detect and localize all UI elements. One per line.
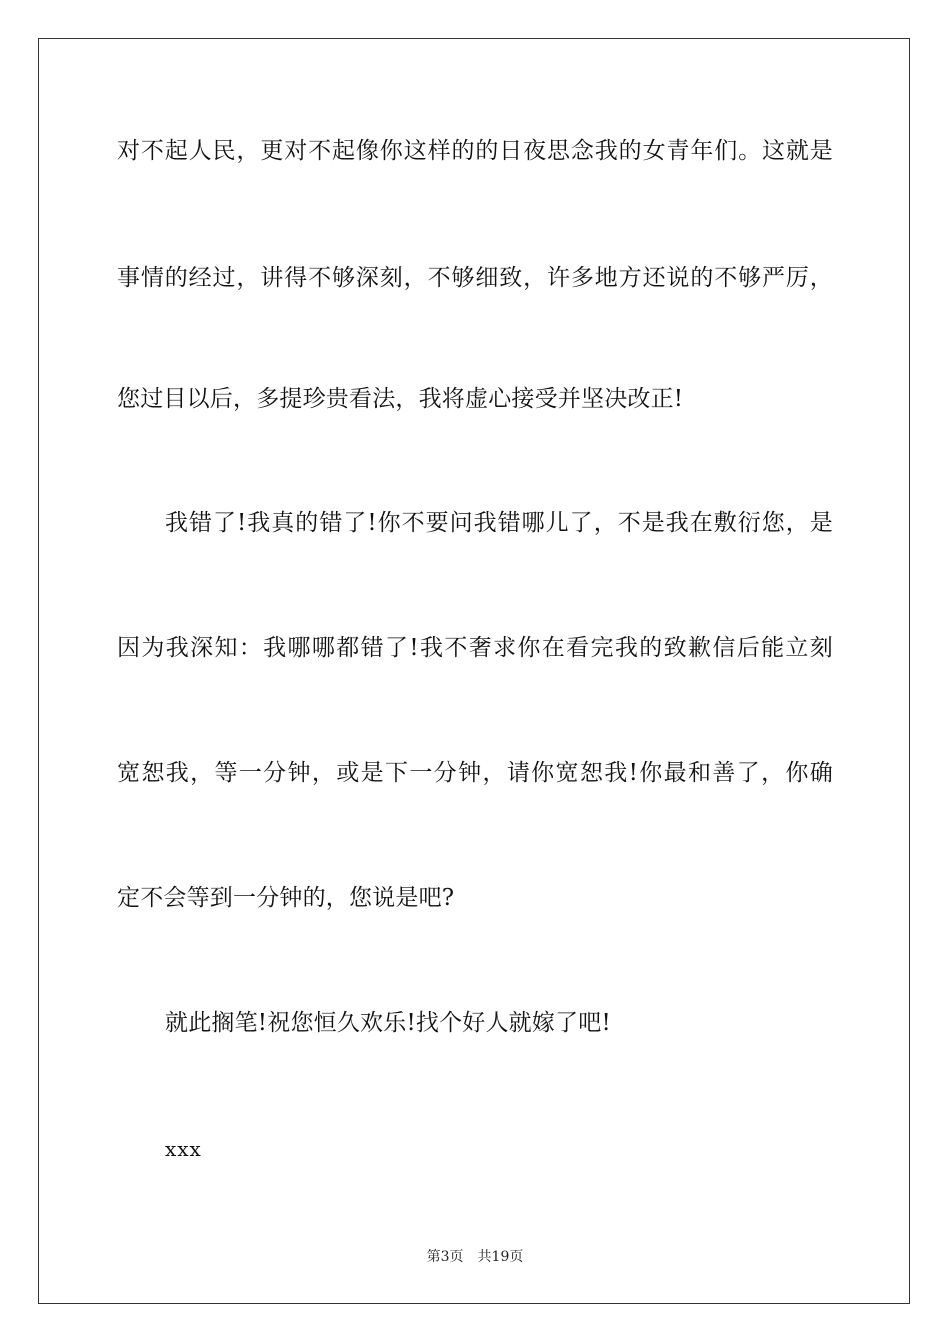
page-number: 第3页 [426,1249,464,1265]
paragraph-line: 我错了!我真的错了!你不要问我错哪儿了，不是我在敷衍您，是 [165,510,833,536]
paragraph-line: 定不会等到一分钟的，您说是吧? [117,885,455,911]
paragraph-line: 就此搁笔!祝您恒久欢乐!找个好人就嫁了吧! [165,1010,611,1036]
paragraph-line: 对不起人民，更对不起像你这样的的日夜思念我的女青年们。这就是 [117,138,833,164]
page-total: 共19页 [477,1249,524,1265]
page-footer [0,1248,950,1266]
page-border [38,38,910,1304]
paragraph-line: 宽恕我，等一分钟，或是下一分钟，请你宽恕我!你最和善了，你确 [117,760,833,786]
paragraph-line: 因为我深知：我哪哪都错了!我不奢求你在看完我的致歉信后能立刻 [117,635,833,661]
signature: xxx [165,1137,202,1161]
paragraph-line: 您过目以后，多提珍贵看法，我将虚心接受并坚决改正! [117,386,684,412]
paragraph-line: 事情的经过，讲得不够深刻，不够细致，许多地方还说的不够严厉， [117,265,833,291]
